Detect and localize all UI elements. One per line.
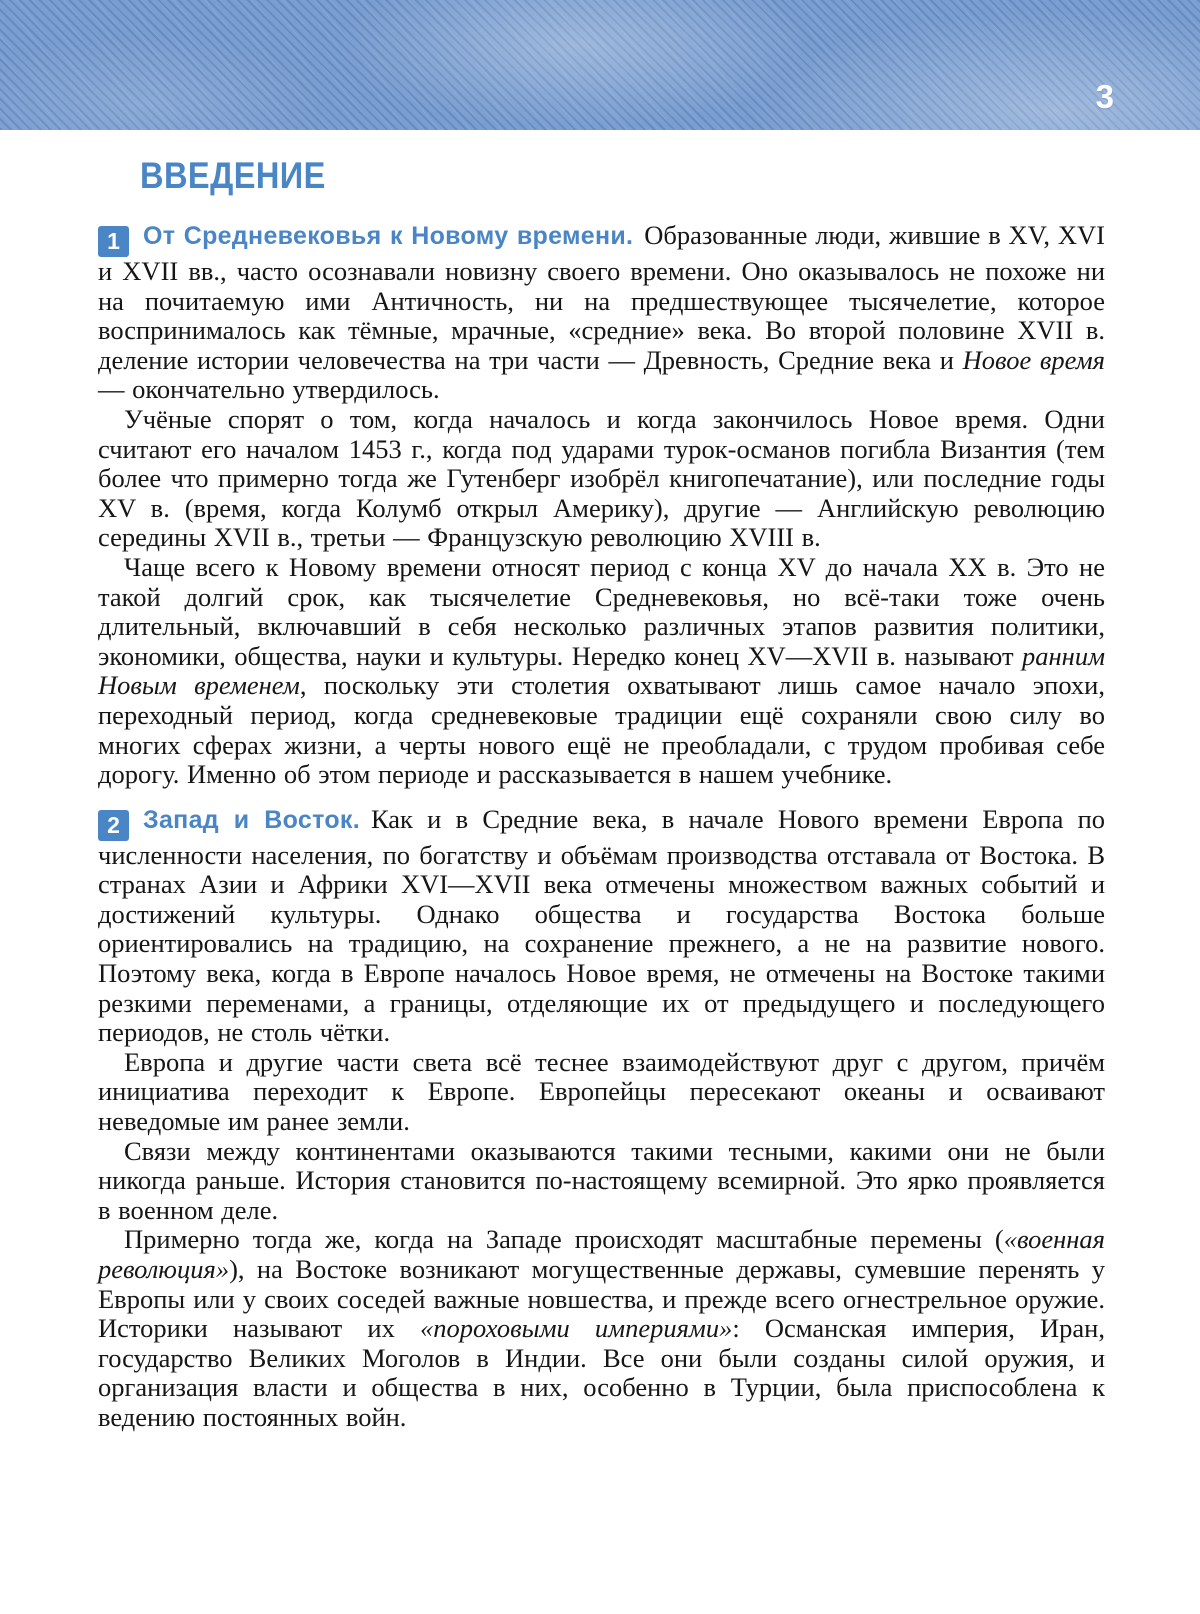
page-number: 3 — [1095, 78, 1114, 115]
paragraph — [98, 1048, 1105, 1137]
body-text: — окончательно утвердилось. — [98, 374, 440, 405]
body-text: Чаще всего к Новому времени относят период с конца XV до начала XX в. Это не такой долгий срок, как тысячелетие Средневековья, но всё-таки тоже очень длительный, включавший в себя несколько различных этапов развития политики, экономики, общества, науки и культуры. Нередко конец XV—XVII в. называют — [98, 551, 1105, 671]
paragraph — [98, 805, 1105, 1048]
paragraph — [98, 1225, 1105, 1432]
paragraph — [98, 221, 1105, 405]
paragraph — [98, 553, 1105, 790]
body-text: Образованные люди, жившие в XV, XVI и XVII вв., часто осознавали новизну своего времени. Оно оказывалось не похоже ни на почитаемую ими Античность, ни на предшествующее тысячелетие, которое воспринималось как тёмные, мрачные, «средние» века. Во второй половине XVII в. деление истории человечества на три части — Древность, Средние века и — [98, 220, 1105, 375]
header-band — [0, 0, 1200, 130]
section-number-badge: 1 — [98, 226, 129, 257]
body-text: Учёные спорят о том, когда началось и когда закончилось Новое время. Одни считают его началом 1453 г., когда под ударами турок-османов погибла Византия (тем более что примерно тогда же Гутенберг изобрёл книгопечатание), или последние годы XV в. (время, когда Колумб открыл Америку), другие — Английскую революцию середины XVII в., третьи — Французскую революцию XVIII в. — [98, 403, 1105, 553]
section-title: Запад и Восток. — [143, 805, 360, 834]
paragraph — [98, 1137, 1105, 1226]
emphasis-text: «пороховыми империями» — [420, 1313, 733, 1344]
emphasis-text: «военная революция» — [98, 1224, 1105, 1284]
body-text: Связи между континентами оказываются такими тесными, какими они не были никогда раньше. История становится по-настоящему всемирной. Это ярко проявляется в военном деле. — [98, 1135, 1105, 1225]
section-title: От Средневековья к Новому времени. — [143, 222, 634, 250]
paragraph — [98, 405, 1105, 553]
page-content — [0, 130, 1200, 1433]
body-text: , поскольку эти столетия охватывают лишь самое начало эпохи, переходный период, когда средневековые традиции ещё сохраняли свою силу во многих сферах жизни, а черты нового ещё не преобладали, с трудом пробивая себе дорогу. Именно об этом периоде и рассказывается в нашем учебнике. — [98, 670, 1105, 790]
text-section-2 — [98, 805, 1105, 1433]
page-title: ВВЕДЕНИЕ — [140, 155, 326, 196]
section-number-badge: 2 — [98, 810, 129, 841]
body-text: Европа и другие части света всё теснее взаимодействуют друг с другом, причём инициатива переходит к Европе. Европейцы пересекают океаны и осваивают неведомые им ранее земли. — [98, 1046, 1105, 1137]
body-text: : Османская империя, Иран, государство Великих Моголов в Индии. Все они были созданы силой оружия, и организация власти и общества в них, особенно в Турции, была приспособлена к ведению постоянных войн. — [98, 1313, 1105, 1432]
sections — [98, 221, 1105, 1433]
text-section-1 — [98, 221, 1105, 790]
emphasis-text: Новое время — [962, 344, 1106, 375]
body-text: ), на Востоке возникают могущественные державы, сумевшие перенять у Европы или у своих соседей важные новшества, и прежде всего огнестрельное оружие. Историки называют их — [98, 1254, 1105, 1344]
body-text: Примерно тогда же, когда на Западе происходят масштабные перемены ( — [124, 1224, 1004, 1255]
body-text: Как и в Средние века, в начале Нового времени Европа по численности населения, по богатству и объёмам производства отставала от Востока. В странах Азии и Африки XVI—XVII века отмечены множеством важных событий и достижений культуры. Однако общества и государства Востока больше ориентировались на традицию, на сохранение прежнего, а не на развитие нового. Поэтому века, когда в Европе началось Новое время, не отмечены на Востоке такими резкими переменами, а границы, отделяющие их от предыдущего и последующего периодов, не столь чётки. — [98, 803, 1105, 1048]
emphasis-text: ранним Новым временем — [98, 640, 1105, 701]
